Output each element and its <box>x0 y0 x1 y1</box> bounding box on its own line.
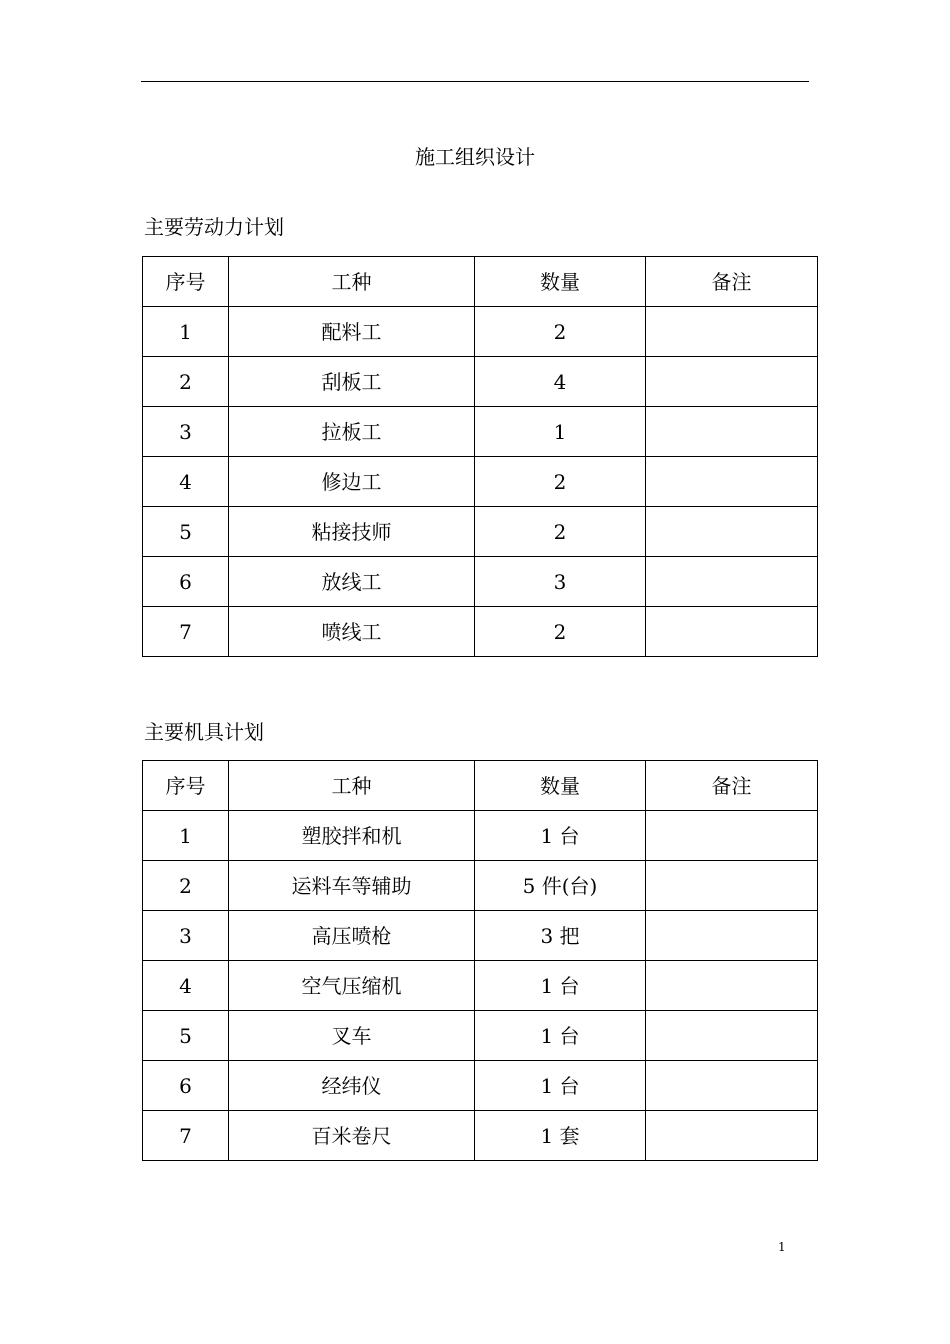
table-row <box>143 557 818 607</box>
header-quantity: 数量 <box>475 761 646 811</box>
header-index: 序号 <box>143 257 229 307</box>
cell-index: 1 <box>143 811 229 861</box>
cell-index: 6 <box>143 1061 229 1111</box>
cell-type: 粘接技师 <box>229 507 475 557</box>
cell-quantity: 1 台 <box>475 961 646 1011</box>
equipment-plan-table <box>142 760 818 1161</box>
labor-plan-table <box>142 256 818 657</box>
cell-note <box>646 507 818 557</box>
table-row <box>143 1061 818 1111</box>
table-row <box>143 507 818 557</box>
header-note: 备注 <box>646 761 818 811</box>
cell-index: 4 <box>143 457 229 507</box>
cell-type: 高压喷枪 <box>229 911 475 961</box>
cell-quantity: 3 把 <box>475 911 646 961</box>
table-row <box>143 1111 818 1161</box>
cell-type: 经纬仪 <box>229 1061 475 1111</box>
table-row <box>143 457 818 507</box>
cell-note <box>646 811 818 861</box>
cell-quantity: 1 台 <box>475 811 646 861</box>
cell-type: 配料工 <box>229 307 475 357</box>
cell-note <box>646 357 818 407</box>
header-quantity: 数量 <box>475 257 646 307</box>
document-title: 施工组织设计 <box>415 145 535 169</box>
cell-note <box>646 407 818 457</box>
cell-note <box>646 911 818 961</box>
table-row <box>143 607 818 657</box>
table-header-row <box>143 257 818 307</box>
table-row <box>143 407 818 457</box>
cell-type: 喷线工 <box>229 607 475 657</box>
cell-type: 运料车等辅助 <box>229 861 475 911</box>
table-row <box>143 1011 818 1061</box>
cell-index: 1 <box>143 307 229 357</box>
cell-quantity: 1 套 <box>475 1111 646 1161</box>
cell-type: 叉车 <box>229 1011 475 1061</box>
cell-index: 5 <box>143 507 229 557</box>
table-row <box>143 307 818 357</box>
cell-note <box>646 457 818 507</box>
cell-type: 刮板工 <box>229 357 475 407</box>
labor-plan-title: 主要劳动力计划 <box>144 215 284 239</box>
header-rule <box>141 81 809 82</box>
cell-note <box>646 557 818 607</box>
cell-quantity: 3 <box>475 557 646 607</box>
cell-note <box>646 307 818 357</box>
cell-type: 放线工 <box>229 557 475 607</box>
cell-index: 5 <box>143 1011 229 1061</box>
cell-quantity: 1 台 <box>475 1011 646 1061</box>
cell-note <box>646 1061 818 1111</box>
cell-index: 3 <box>143 407 229 457</box>
cell-index: 2 <box>143 357 229 407</box>
cell-note <box>646 961 818 1011</box>
table-row <box>143 357 818 407</box>
table-row <box>143 861 818 911</box>
cell-index: 4 <box>143 961 229 1011</box>
table-row <box>143 961 818 1011</box>
cell-quantity: 2 <box>475 307 646 357</box>
cell-index: 2 <box>143 861 229 911</box>
cell-index: 3 <box>143 911 229 961</box>
cell-type: 塑胶拌和机 <box>229 811 475 861</box>
cell-type: 修边工 <box>229 457 475 507</box>
header-type: 工种 <box>229 761 475 811</box>
page-number: 1 <box>778 1240 786 1254</box>
cell-quantity: 5 件(台) <box>475 861 646 911</box>
table-header-row <box>143 761 818 811</box>
table-row <box>143 811 818 861</box>
cell-index: 7 <box>143 1111 229 1161</box>
cell-quantity: 1 <box>475 407 646 457</box>
cell-type: 空气压缩机 <box>229 961 475 1011</box>
cell-index: 7 <box>143 607 229 657</box>
cell-quantity: 2 <box>475 507 646 557</box>
cell-index: 6 <box>143 557 229 607</box>
equipment-plan-title: 主要机具计划 <box>144 720 264 744</box>
table-row <box>143 911 818 961</box>
cell-note <box>646 1111 818 1161</box>
cell-quantity: 2 <box>475 457 646 507</box>
cell-type: 百米卷尺 <box>229 1111 475 1161</box>
cell-quantity: 1 台 <box>475 1061 646 1111</box>
cell-quantity: 2 <box>475 607 646 657</box>
cell-note <box>646 1011 818 1061</box>
cell-note <box>646 861 818 911</box>
cell-quantity: 4 <box>475 357 646 407</box>
cell-note <box>646 607 818 657</box>
header-index: 序号 <box>143 761 229 811</box>
header-type: 工种 <box>229 257 475 307</box>
cell-type: 拉板工 <box>229 407 475 457</box>
header-note: 备注 <box>646 257 818 307</box>
